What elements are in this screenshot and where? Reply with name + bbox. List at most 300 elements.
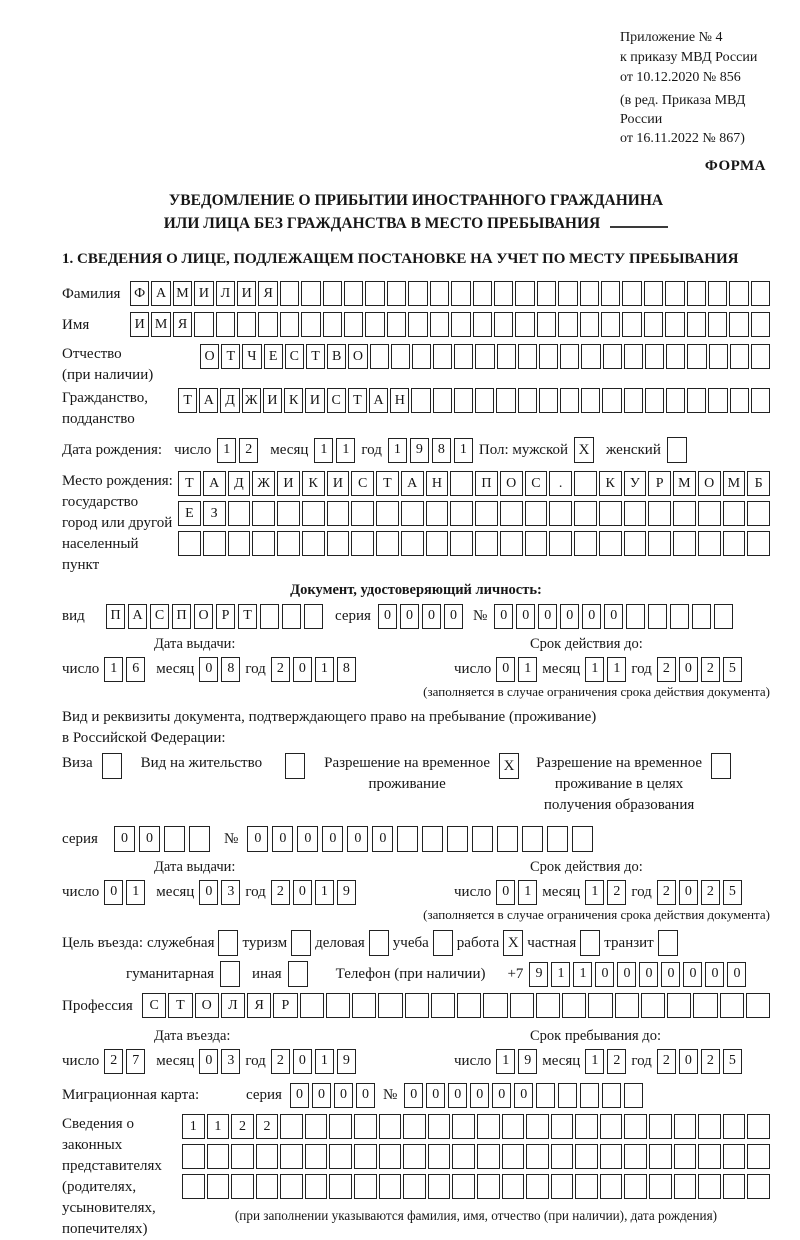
- char-cell: П: [475, 471, 498, 496]
- purpose-tourism-label: туризм: [242, 935, 288, 951]
- legal-cells-row2: [182, 1144, 770, 1169]
- purpose-work-label: работа: [456, 935, 500, 951]
- char-cell: [452, 1114, 475, 1139]
- surname-cells: [130, 281, 770, 306]
- legal-representatives-block: [62, 1114, 770, 1240]
- char-cell: [537, 281, 556, 306]
- residence-number-label: №: [224, 830, 239, 847]
- char-cell: С: [285, 344, 304, 369]
- char-cell: [644, 312, 663, 337]
- char-cell: 2: [657, 657, 676, 682]
- char-cell: 0: [617, 962, 636, 987]
- char-cell: [304, 604, 323, 629]
- purpose-study-label: учеба: [392, 935, 429, 951]
- char-cell: [600, 1114, 623, 1139]
- day-label: число: [62, 884, 100, 900]
- char-cell: [723, 1114, 746, 1139]
- char-cell: Н: [426, 471, 449, 496]
- char-cell: [525, 501, 548, 526]
- char-cell: [644, 281, 663, 306]
- char-cell: [401, 531, 424, 556]
- char-cell: 2: [231, 1114, 254, 1139]
- day-label: число: [454, 1053, 492, 1069]
- surname-label: Фамилия: [62, 286, 121, 302]
- char-cell: [747, 1174, 770, 1199]
- char-cell: [433, 344, 452, 369]
- char-cell: [256, 1144, 279, 1169]
- char-cell: [182, 1174, 205, 1199]
- char-cell: 7: [126, 1049, 145, 1074]
- char-cell: Б: [747, 471, 770, 496]
- amendment-line: от 16.11.2022 № 867): [620, 131, 745, 146]
- char-cell: [602, 388, 621, 413]
- char-cell: [370, 344, 389, 369]
- char-cell: 0: [293, 1049, 312, 1074]
- char-cell: [497, 344, 516, 369]
- month-label: месяц: [542, 884, 581, 900]
- legal-caption: (при заполнении указываются фамилия, имя, отчество (при наличии), дата рождения): [234, 1208, 718, 1223]
- char-cell: [216, 312, 235, 337]
- char-cell: [473, 312, 492, 337]
- char-cell: 0: [114, 826, 135, 852]
- char-cell: Р: [273, 993, 297, 1018]
- char-cell: [351, 531, 374, 556]
- month-label: месяц: [542, 661, 581, 677]
- entry-month-cells: [199, 1049, 240, 1074]
- char-cell: [674, 1114, 697, 1139]
- char-cell: А: [151, 281, 170, 306]
- char-cell: [549, 531, 572, 556]
- expiry-date-header: Срок действия до:: [530, 859, 643, 875]
- residence-permit-checkbox: [285, 753, 305, 779]
- residence-series-cells: [114, 826, 210, 852]
- char-cell: [473, 281, 492, 306]
- char-cell: [237, 312, 256, 337]
- char-cell: [280, 281, 299, 306]
- char-cell: 0: [496, 880, 515, 905]
- char-cell: [452, 1174, 475, 1199]
- char-cell: [280, 312, 299, 337]
- char-cell: О: [194, 604, 213, 629]
- char-cell: [603, 344, 622, 369]
- char-cell: [673, 531, 696, 556]
- purpose-transit-label: транзит: [604, 935, 654, 951]
- char-cell: [403, 1144, 426, 1169]
- char-cell: Т: [221, 344, 240, 369]
- char-cell: [280, 1144, 303, 1169]
- char-cell: 0: [312, 1083, 331, 1108]
- char-cell: 2: [701, 657, 720, 682]
- char-cell: [526, 1144, 549, 1169]
- birth-place-cells-row3: [178, 531, 770, 556]
- char-cell: 2: [239, 438, 258, 463]
- char-cell: 3: [221, 880, 240, 905]
- char-cell: 2: [607, 1049, 626, 1074]
- month-label: месяц: [156, 661, 195, 677]
- char-cell: Т: [348, 388, 367, 413]
- name-row: [62, 312, 770, 338]
- char-cell: 1: [585, 657, 604, 682]
- legal-label-6: попечителях): [62, 1221, 148, 1237]
- char-cell: [178, 531, 201, 556]
- char-cell: 0: [727, 962, 746, 987]
- expiry-year-cells: [657, 657, 742, 682]
- char-cell: [376, 501, 399, 526]
- char-cell: [494, 281, 513, 306]
- char-cell: [231, 1144, 254, 1169]
- visa-checkbox: [102, 753, 122, 779]
- day-label: число: [62, 661, 100, 677]
- surname-row: [62, 281, 770, 307]
- phone-cells: [529, 962, 746, 987]
- char-cell: [301, 281, 320, 306]
- char-cell: [574, 471, 597, 496]
- amendment-line: (в ред. Приказа МВД России: [620, 93, 746, 127]
- patronymic-label-note: (при наличии): [62, 367, 154, 383]
- residence-doc-types: [62, 753, 770, 816]
- char-cell: [457, 993, 481, 1018]
- char-cell: 8: [337, 657, 356, 682]
- char-cell: Н: [390, 388, 409, 413]
- char-cell: [327, 501, 350, 526]
- purpose-business-label: деловая: [315, 935, 365, 951]
- char-cell: [525, 531, 548, 556]
- char-cell: [580, 312, 599, 337]
- char-cell: [551, 1114, 574, 1139]
- char-cell: [674, 1144, 697, 1169]
- year-label: год: [245, 661, 266, 677]
- char-cell: [477, 1174, 500, 1199]
- char-cell: [708, 281, 727, 306]
- residence-expiry-year-cells: [657, 880, 742, 905]
- sex-male-checkbox: X: [574, 437, 594, 463]
- char-cell: [624, 388, 643, 413]
- residence-expiry-day-cells: [496, 880, 537, 905]
- char-cell: 0: [297, 826, 318, 852]
- char-cell: И: [327, 471, 350, 496]
- char-cell: [305, 1174, 328, 1199]
- char-cell: [729, 312, 748, 337]
- char-cell: Т: [376, 471, 399, 496]
- char-cell: [526, 1174, 549, 1199]
- char-cell: [575, 1174, 598, 1199]
- char-cell: [526, 1114, 549, 1139]
- appendix-block: [620, 28, 770, 148]
- month-label: месяц: [156, 1053, 195, 1069]
- stay-day-cells: [496, 1049, 537, 1074]
- char-cell: И: [194, 281, 213, 306]
- char-cell: [329, 1144, 352, 1169]
- char-cell: О: [200, 344, 219, 369]
- char-cell: [260, 604, 279, 629]
- char-cell: [228, 531, 251, 556]
- char-cell: 0: [293, 657, 312, 682]
- char-cell: [426, 531, 449, 556]
- char-cell: [665, 312, 684, 337]
- char-cell: 0: [679, 1049, 698, 1074]
- char-cell: В: [327, 344, 346, 369]
- char-cell: 1: [585, 1049, 604, 1074]
- char-cell: [301, 312, 320, 337]
- char-cell: [401, 501, 424, 526]
- char-cell: [391, 344, 410, 369]
- purpose-official-checkbox: [218, 930, 238, 956]
- char-cell: 2: [104, 1049, 123, 1074]
- issue-date-header: Дата выдачи:: [154, 859, 236, 875]
- char-cell: Р: [648, 471, 671, 496]
- char-cell: 1: [207, 1114, 230, 1139]
- legal-label-3: представителях: [62, 1158, 162, 1174]
- char-cell: И: [277, 471, 300, 496]
- char-cell: 1: [585, 880, 604, 905]
- char-cell: [450, 501, 473, 526]
- char-cell: 0: [494, 604, 513, 629]
- char-cell: 0: [705, 962, 724, 987]
- char-cell: [447, 826, 468, 852]
- char-cell: 1: [496, 1049, 515, 1074]
- char-cell: Л: [216, 281, 235, 306]
- char-cell: [431, 993, 455, 1018]
- char-cell: [354, 1114, 377, 1139]
- char-cell: 0: [444, 604, 463, 629]
- char-cell: [648, 501, 671, 526]
- char-cell: [600, 1174, 623, 1199]
- char-cell: 0: [400, 604, 419, 629]
- residence-intro-line1: Вид и реквизиты документа, подтверждающего право на пребывание (проживание): [62, 709, 597, 725]
- legal-cells-row1: [182, 1114, 770, 1139]
- birth-day-cells: [217, 438, 258, 463]
- char-cell: [300, 993, 324, 1018]
- legal-label-2: законных: [62, 1137, 123, 1153]
- issue-month-cells: [199, 657, 240, 682]
- char-cell: Т: [238, 604, 257, 629]
- char-cell: [518, 344, 537, 369]
- char-cell: [280, 1174, 303, 1199]
- doc-kind-label: вид: [62, 608, 85, 624]
- doc-number-cells: [494, 604, 733, 629]
- char-cell: [601, 281, 620, 306]
- residence-intro-line2: в Российской Федерации:: [62, 730, 226, 746]
- char-cell: [698, 1144, 721, 1169]
- char-cell: 0: [516, 604, 535, 629]
- patronymic-row: [62, 344, 770, 386]
- phone-prefix: +7: [507, 966, 524, 982]
- char-cell: 1: [336, 438, 355, 463]
- forma-label: ФОРМА: [704, 158, 766, 174]
- char-cell: М: [173, 281, 192, 306]
- char-cell: 0: [496, 657, 515, 682]
- char-cell: [428, 1144, 451, 1169]
- char-cell: [194, 312, 213, 337]
- birth-year-cells: [388, 438, 473, 463]
- char-cell: [641, 993, 665, 1018]
- purpose-work-checkbox: X: [503, 930, 523, 956]
- char-cell: [666, 388, 685, 413]
- char-cell: [408, 312, 427, 337]
- char-cell: О: [500, 471, 523, 496]
- char-cell: [329, 1174, 352, 1199]
- entry-year-cells: [271, 1049, 356, 1074]
- stay-until-header: Срок пребывания до:: [530, 1028, 661, 1044]
- char-cell: 0: [448, 1083, 467, 1108]
- char-cell: [326, 993, 350, 1018]
- year-label: год: [245, 884, 266, 900]
- profession-cells: [142, 993, 770, 1018]
- birth-place-cells-row2: [178, 501, 770, 526]
- char-cell: [687, 344, 706, 369]
- char-cell: М: [723, 471, 746, 496]
- char-cell: [327, 531, 350, 556]
- purpose-other-label: иная: [252, 966, 282, 982]
- char-cell: [624, 344, 643, 369]
- patronymic-cells: [200, 344, 770, 369]
- char-cell: И: [237, 281, 256, 306]
- char-cell: [428, 1174, 451, 1199]
- char-cell: [164, 826, 185, 852]
- char-cell: Я: [247, 993, 271, 1018]
- char-cell: А: [401, 471, 424, 496]
- char-cell: [430, 312, 449, 337]
- expiry-note: (заполняется в случае ограничения срока действия документа): [423, 684, 770, 699]
- char-cell: [708, 312, 727, 337]
- char-cell: 1: [518, 880, 537, 905]
- char-cell: [551, 1174, 574, 1199]
- residence-dates: [62, 858, 770, 905]
- char-cell: [575, 1114, 598, 1139]
- char-cell: [477, 1144, 500, 1169]
- birth-place-cells-row1: [178, 471, 770, 496]
- char-cell: [751, 312, 770, 337]
- char-cell: [451, 312, 470, 337]
- char-cell: [645, 388, 664, 413]
- char-cell: [714, 604, 733, 629]
- entry-purpose-label: Цель въезда:: [62, 935, 143, 951]
- char-cell: [698, 1174, 721, 1199]
- char-cell: [280, 1114, 303, 1139]
- residence-expiry-month-cells: [585, 880, 626, 905]
- char-cell: 5: [723, 1049, 742, 1074]
- char-cell: Ж: [242, 388, 261, 413]
- char-cell: Л: [221, 993, 245, 1018]
- char-cell: [624, 1144, 647, 1169]
- profession-row: [62, 993, 770, 1019]
- char-cell: [475, 501, 498, 526]
- char-cell: [189, 826, 210, 852]
- char-cell: [580, 1083, 599, 1108]
- char-cell: [352, 993, 376, 1018]
- char-cell: Д: [220, 388, 239, 413]
- char-cell: 2: [271, 1049, 290, 1074]
- identity-doc-row: [62, 603, 770, 629]
- char-cell: [588, 993, 612, 1018]
- char-cell: О: [195, 993, 219, 1018]
- birth-place-label: Место рождения:: [62, 473, 173, 489]
- char-cell: [539, 344, 558, 369]
- appendix-line: Приложение № 4: [620, 30, 723, 45]
- purpose-other-checkbox: [288, 961, 308, 987]
- char-cell: [403, 1114, 426, 1139]
- char-cell: [687, 312, 706, 337]
- residence-number-cells: [247, 826, 593, 852]
- char-cell: [747, 531, 770, 556]
- char-cell: [450, 531, 473, 556]
- char-cell: [687, 281, 706, 306]
- entry-purpose-row: [62, 930, 770, 956]
- char-cell: 0: [247, 826, 268, 852]
- char-cell: [746, 993, 770, 1018]
- char-cell: [581, 344, 600, 369]
- char-cell: [723, 501, 746, 526]
- entry-dates: [62, 1027, 770, 1074]
- char-cell: [626, 604, 645, 629]
- char-cell: [451, 281, 470, 306]
- char-cell: Т: [168, 993, 192, 1018]
- char-cell: [693, 993, 717, 1018]
- char-cell: [207, 1174, 230, 1199]
- char-cell: [475, 388, 494, 413]
- migration-card-label: Миграционная карта:: [62, 1087, 200, 1103]
- char-cell: [602, 1083, 621, 1108]
- char-cell: А: [203, 471, 226, 496]
- char-cell: [687, 388, 706, 413]
- char-cell: 1: [315, 1049, 334, 1074]
- char-cell: [430, 281, 449, 306]
- stay-year-cells: [657, 1049, 742, 1074]
- char-cell: [560, 388, 579, 413]
- citizenship-row: [62, 388, 770, 430]
- purpose-humanitarian-checkbox: [220, 961, 240, 987]
- day-label: число: [62, 1053, 100, 1069]
- char-cell: 8: [221, 657, 240, 682]
- char-cell: [518, 388, 537, 413]
- char-cell: 1: [315, 880, 334, 905]
- char-cell: [645, 344, 664, 369]
- char-cell: [379, 1174, 402, 1199]
- char-cell: 0: [199, 880, 218, 905]
- char-cell: Р: [216, 604, 235, 629]
- char-cell: 0: [560, 604, 579, 629]
- char-cell: [515, 281, 534, 306]
- char-cell: Я: [258, 281, 277, 306]
- stay-month-cells: [585, 1049, 626, 1074]
- expiry-month-cells: [585, 657, 626, 682]
- char-cell: 0: [683, 962, 702, 987]
- day-label: число: [454, 661, 492, 677]
- char-cell: [751, 281, 770, 306]
- expiry-date-header: Срок действия до:: [530, 636, 643, 652]
- char-cell: 0: [426, 1083, 445, 1108]
- appendix-line: от 10.12.2020 № 856: [620, 70, 741, 85]
- char-cell: 0: [293, 880, 312, 905]
- char-cell: [622, 312, 641, 337]
- form-title-line2: ИЛИ ЛИЦА БЕЗ ГРАЖДАНСТВА В МЕСТО ПРЕБЫВАНИЯ: [62, 212, 770, 235]
- char-cell: [674, 1174, 697, 1199]
- char-cell: Е: [264, 344, 283, 369]
- char-cell: 0: [470, 1083, 489, 1108]
- char-cell: С: [150, 604, 169, 629]
- char-cell: 2: [701, 1049, 720, 1074]
- char-cell: [539, 388, 558, 413]
- visa-label: Виза: [62, 755, 93, 771]
- temp-residence-label: Разрешение на временное проживание: [324, 755, 491, 792]
- char-cell: [376, 531, 399, 556]
- sex-female-label: женский: [606, 441, 661, 458]
- char-cell: [723, 1174, 746, 1199]
- char-cell: [581, 388, 600, 413]
- char-cell: [256, 1174, 279, 1199]
- char-cell: А: [128, 604, 147, 629]
- char-cell: 0: [272, 826, 293, 852]
